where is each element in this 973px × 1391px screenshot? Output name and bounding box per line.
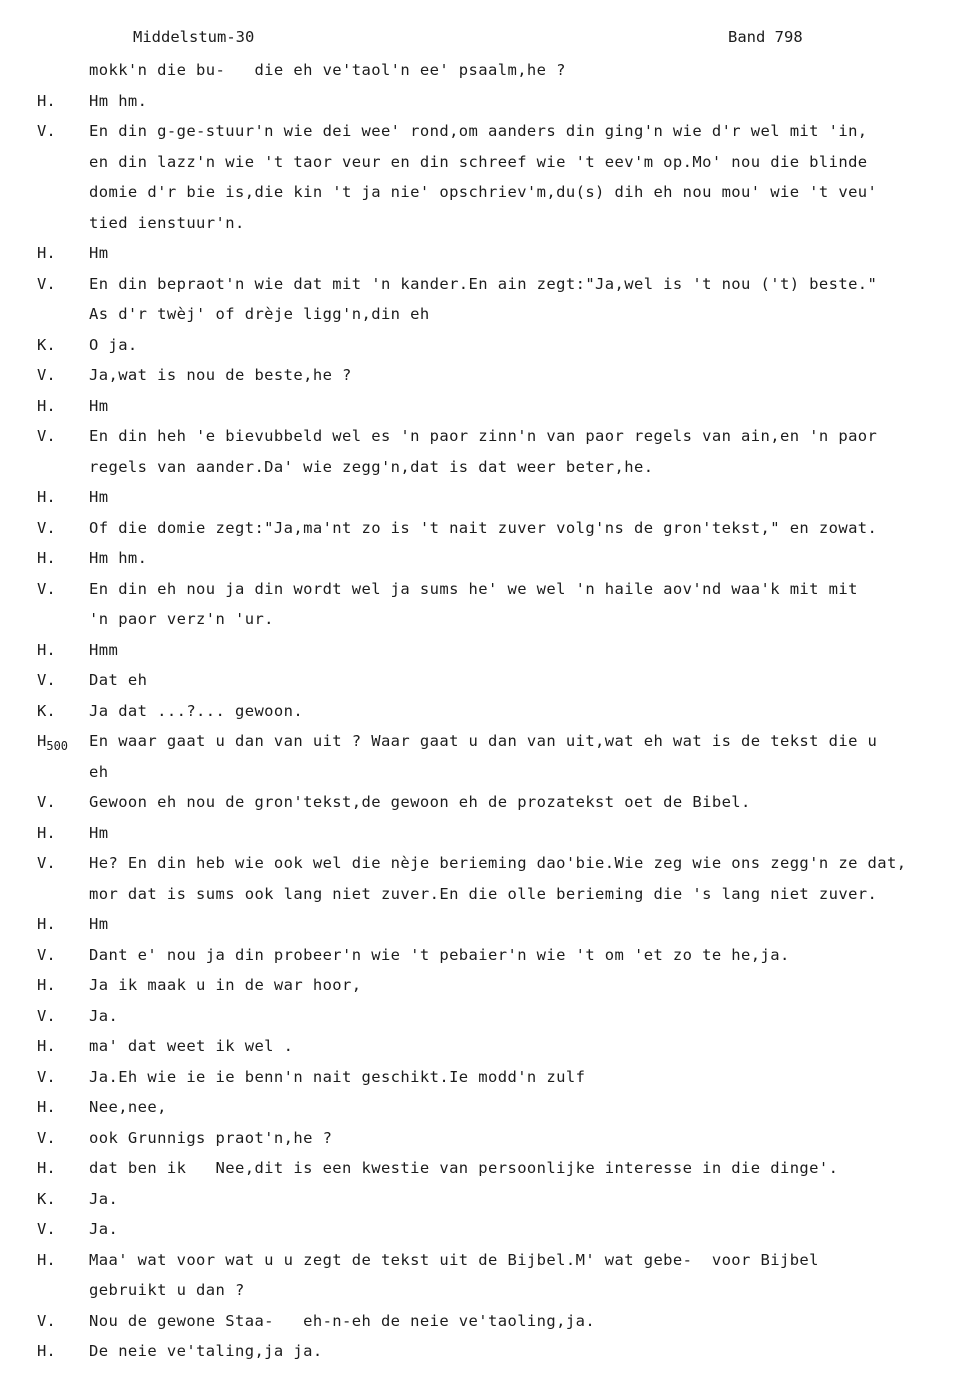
counter-number: 500 (46, 739, 69, 753)
transcript-line (0, 577, 973, 608)
transcript-line (0, 1156, 973, 1187)
transcript-line (0, 760, 973, 791)
document-id: Middelstum-30 (133, 28, 255, 46)
utterance-text: ma' dat weet ik wel . (89, 1037, 294, 1055)
utterance-text: en din lazz'n wie 't taor veur en din schreef wie 't eev'm op.Mo' nou die blinde (89, 152, 868, 171)
transcript-line (0, 1278, 973, 1309)
transcript-line (0, 699, 973, 730)
transcript-line (0, 1004, 973, 1035)
utterance-text: En din bepraot'n wie dat mit 'n kander.En ain zegt:"Ja,wel is 't nou ('t) beste." (89, 274, 878, 293)
transcript-line (0, 272, 973, 303)
speaker-label: H. (37, 915, 56, 933)
utterance-text: Hm (89, 244, 109, 262)
utterance-text: Ja. (89, 1189, 119, 1208)
speaker-label: V. (37, 1006, 56, 1025)
utterance-text: tied ienstuur'n. (89, 213, 245, 232)
utterance-text: As d'r twèj' of drèje ligg'n,din eh (89, 305, 430, 323)
utterance-text: eh (89, 762, 109, 781)
transcript-line (0, 211, 973, 242)
utterance-text: Gewoon eh nou de gron'tekst,de gewoon eh de prozatekst oet de Bibel. (89, 793, 751, 811)
transcript-line (0, 882, 973, 913)
utterance-text: mor dat is sums ook lang niet zuver.En die olle berieming die 's lang niet zuver. (89, 884, 878, 903)
transcript-line (0, 1217, 973, 1248)
transcript-line (0, 119, 973, 150)
utterance-text: Ja. (89, 1006, 119, 1025)
speaker-label: V. (37, 122, 56, 140)
transcript-line (0, 943, 973, 974)
speaker-label: K. (37, 701, 56, 720)
speaker-label: H. (37, 396, 56, 415)
utterance-text: En din eh nou ja din wordt wel ja sums he' we wel 'n haile aov'nd waa'k mit mit (89, 579, 858, 598)
speaker-label: K. (37, 1189, 56, 1208)
speaker-label: V. (37, 427, 56, 445)
utterance-text: De neie ve'taling,ja ja. (89, 1342, 323, 1360)
transcript-line (0, 668, 973, 699)
utterance-text: Of die domie zegt:"Ja,ma'nt zo is 't nait zuver volg'ns de gron'tekst," en zowat. (89, 518, 878, 537)
speaker-label: H. (37, 549, 56, 567)
transcript-line (0, 394, 973, 425)
utterance-text: He? En din heb wie ook wel die nèje berieming dao'bie.Wie zeg wie ons zegg'n ze dat, (89, 854, 907, 872)
utterance-text: Nou de gewone Staa- eh-n-eh de neie ve'taoling,ja. (89, 1311, 596, 1330)
speaker-label: H. (37, 1250, 56, 1269)
speaker-label: V. (37, 671, 56, 689)
speaker-label: H. (37, 640, 56, 659)
utterance-text: Ja,wat is nou de beste,he ? (89, 366, 352, 384)
utterance-text: Hm hm. (89, 549, 148, 567)
speaker-label: K. (37, 335, 56, 354)
transcript-line (0, 150, 973, 181)
speaker-label: $H_{500}$ (37, 732, 69, 753)
utterance-text: Hmm (89, 640, 119, 659)
speaker-label: H. (37, 1342, 56, 1360)
transcript-line (0, 1248, 973, 1279)
utterance-text: En waar gaat u dan van uit ? Waar gaat u dan van uit,wat eh wat is de tekst die u (89, 732, 878, 750)
speaker-label: V. (37, 1067, 56, 1086)
transcript-line (0, 912, 973, 943)
utterance-text: dat ben ik Nee,dit is een kwestie van persoonlijke interesse in die dinge'. (89, 1159, 839, 1177)
utterance-text: regels van aander.Da' wie zegg'n,dat is dat weer beter,he. (89, 457, 654, 476)
speaker-label: V. (37, 579, 56, 598)
transcript-line (0, 729, 973, 760)
speaker-label: H. (37, 91, 56, 110)
transcript-line (0, 485, 973, 516)
utterance-text: Hm (89, 823, 109, 842)
speaker-label: V. (37, 366, 56, 384)
speaker-label: V. (37, 945, 56, 964)
utterance-text: 'n paor verz'n 'ur. (89, 610, 274, 628)
utterance-text: ook Grunnigs praot'n,he ? (89, 1128, 333, 1147)
transcript-line (0, 821, 973, 852)
transcript-line (0, 89, 973, 120)
utterance-text: Hm (89, 396, 109, 415)
page-header (0, 28, 973, 52)
utterance-text: Nee,nee, (89, 1098, 167, 1116)
transcript-line (0, 363, 973, 394)
transcript-line (0, 973, 973, 1004)
speaker-label: V. (37, 854, 56, 872)
transcript-line (0, 180, 973, 211)
transcript-line (0, 1187, 973, 1218)
transcript-line (0, 638, 973, 669)
transcript-line (0, 1126, 973, 1157)
utterance-text: Hm (89, 488, 109, 506)
utterance-text: Dat eh (89, 671, 148, 689)
speaker-label: H. (37, 823, 56, 842)
utterance-text: Ja dat ...?... gewoon. (89, 701, 304, 720)
utterance-text: domie d'r bie is,die kin 't ja nie' opschriev'm,du(s) dih eh nou mou' wie 't veu' (89, 183, 878, 201)
transcript-line (0, 1095, 973, 1126)
speaker-label: V. (37, 1220, 56, 1238)
speaker-label: V. (37, 274, 56, 293)
utterance-text: Maa' wat voor wat u u zegt de tekst uit de Bijbel.M' wat gebe- voor Bijbel (89, 1250, 819, 1269)
transcript-line (0, 546, 973, 577)
utterance-text: Ja. (89, 1220, 119, 1238)
utterance-text: Hm hm. (89, 91, 148, 110)
transcript-body (0, 58, 973, 1370)
utterance-text: gebruikt u dan ? (89, 1281, 245, 1299)
utterance-text: Ja.Eh wie ie ie benn'n nait geschikt.Ie modd'n zulf (89, 1067, 586, 1086)
speaker-label: H. (37, 1037, 56, 1055)
transcript-line (0, 302, 973, 333)
transcript-line (0, 1065, 973, 1096)
transcript-line (0, 333, 973, 364)
speaker-label: V. (37, 518, 56, 537)
speaker-label: V. (37, 1128, 56, 1147)
transcript-line (0, 790, 973, 821)
utterance-text: mokk'n die bu- die eh ve'taol'n ee' psaalm,he ? (89, 61, 566, 79)
speaker-label: H. (37, 244, 56, 262)
transcript-line (0, 516, 973, 547)
utterance-text: Ja ik maak u in de war hoor, (89, 976, 362, 994)
speaker-label: H. (37, 488, 56, 506)
utterance-text: Hm (89, 915, 109, 933)
transcript-line (0, 607, 973, 638)
transcript-line (0, 455, 973, 486)
utterance-text: O ja. (89, 335, 138, 354)
tape-number: Band 798 (728, 28, 803, 46)
speaker-label: V. (37, 1311, 56, 1330)
speaker-label: V. (37, 793, 56, 811)
transcript-line (0, 851, 973, 882)
utterance-text: En din heh 'e bievubbeld wel es 'n paor zinn'n van paor regels van ain,en 'n paor (89, 427, 878, 445)
utterance-text: Dant e' nou ja din probeer'n wie 't pebaier'n wie 't om 'et zo te he,ja. (89, 945, 790, 964)
transcript-line (0, 241, 973, 272)
speaker-label: H. (37, 976, 56, 994)
transcript-line (0, 1309, 973, 1340)
transcript-line (0, 1339, 973, 1370)
speaker-label: H. (37, 1098, 56, 1116)
transcript-line (0, 58, 973, 89)
transcript-line (0, 424, 973, 455)
speaker-label: H. (37, 1159, 56, 1177)
utterance-text: En din g-ge-stuur'n wie dei wee' rond,om aanders din ging'n wie d'r wel mit 'in, (89, 122, 868, 140)
transcript-line (0, 1034, 973, 1065)
